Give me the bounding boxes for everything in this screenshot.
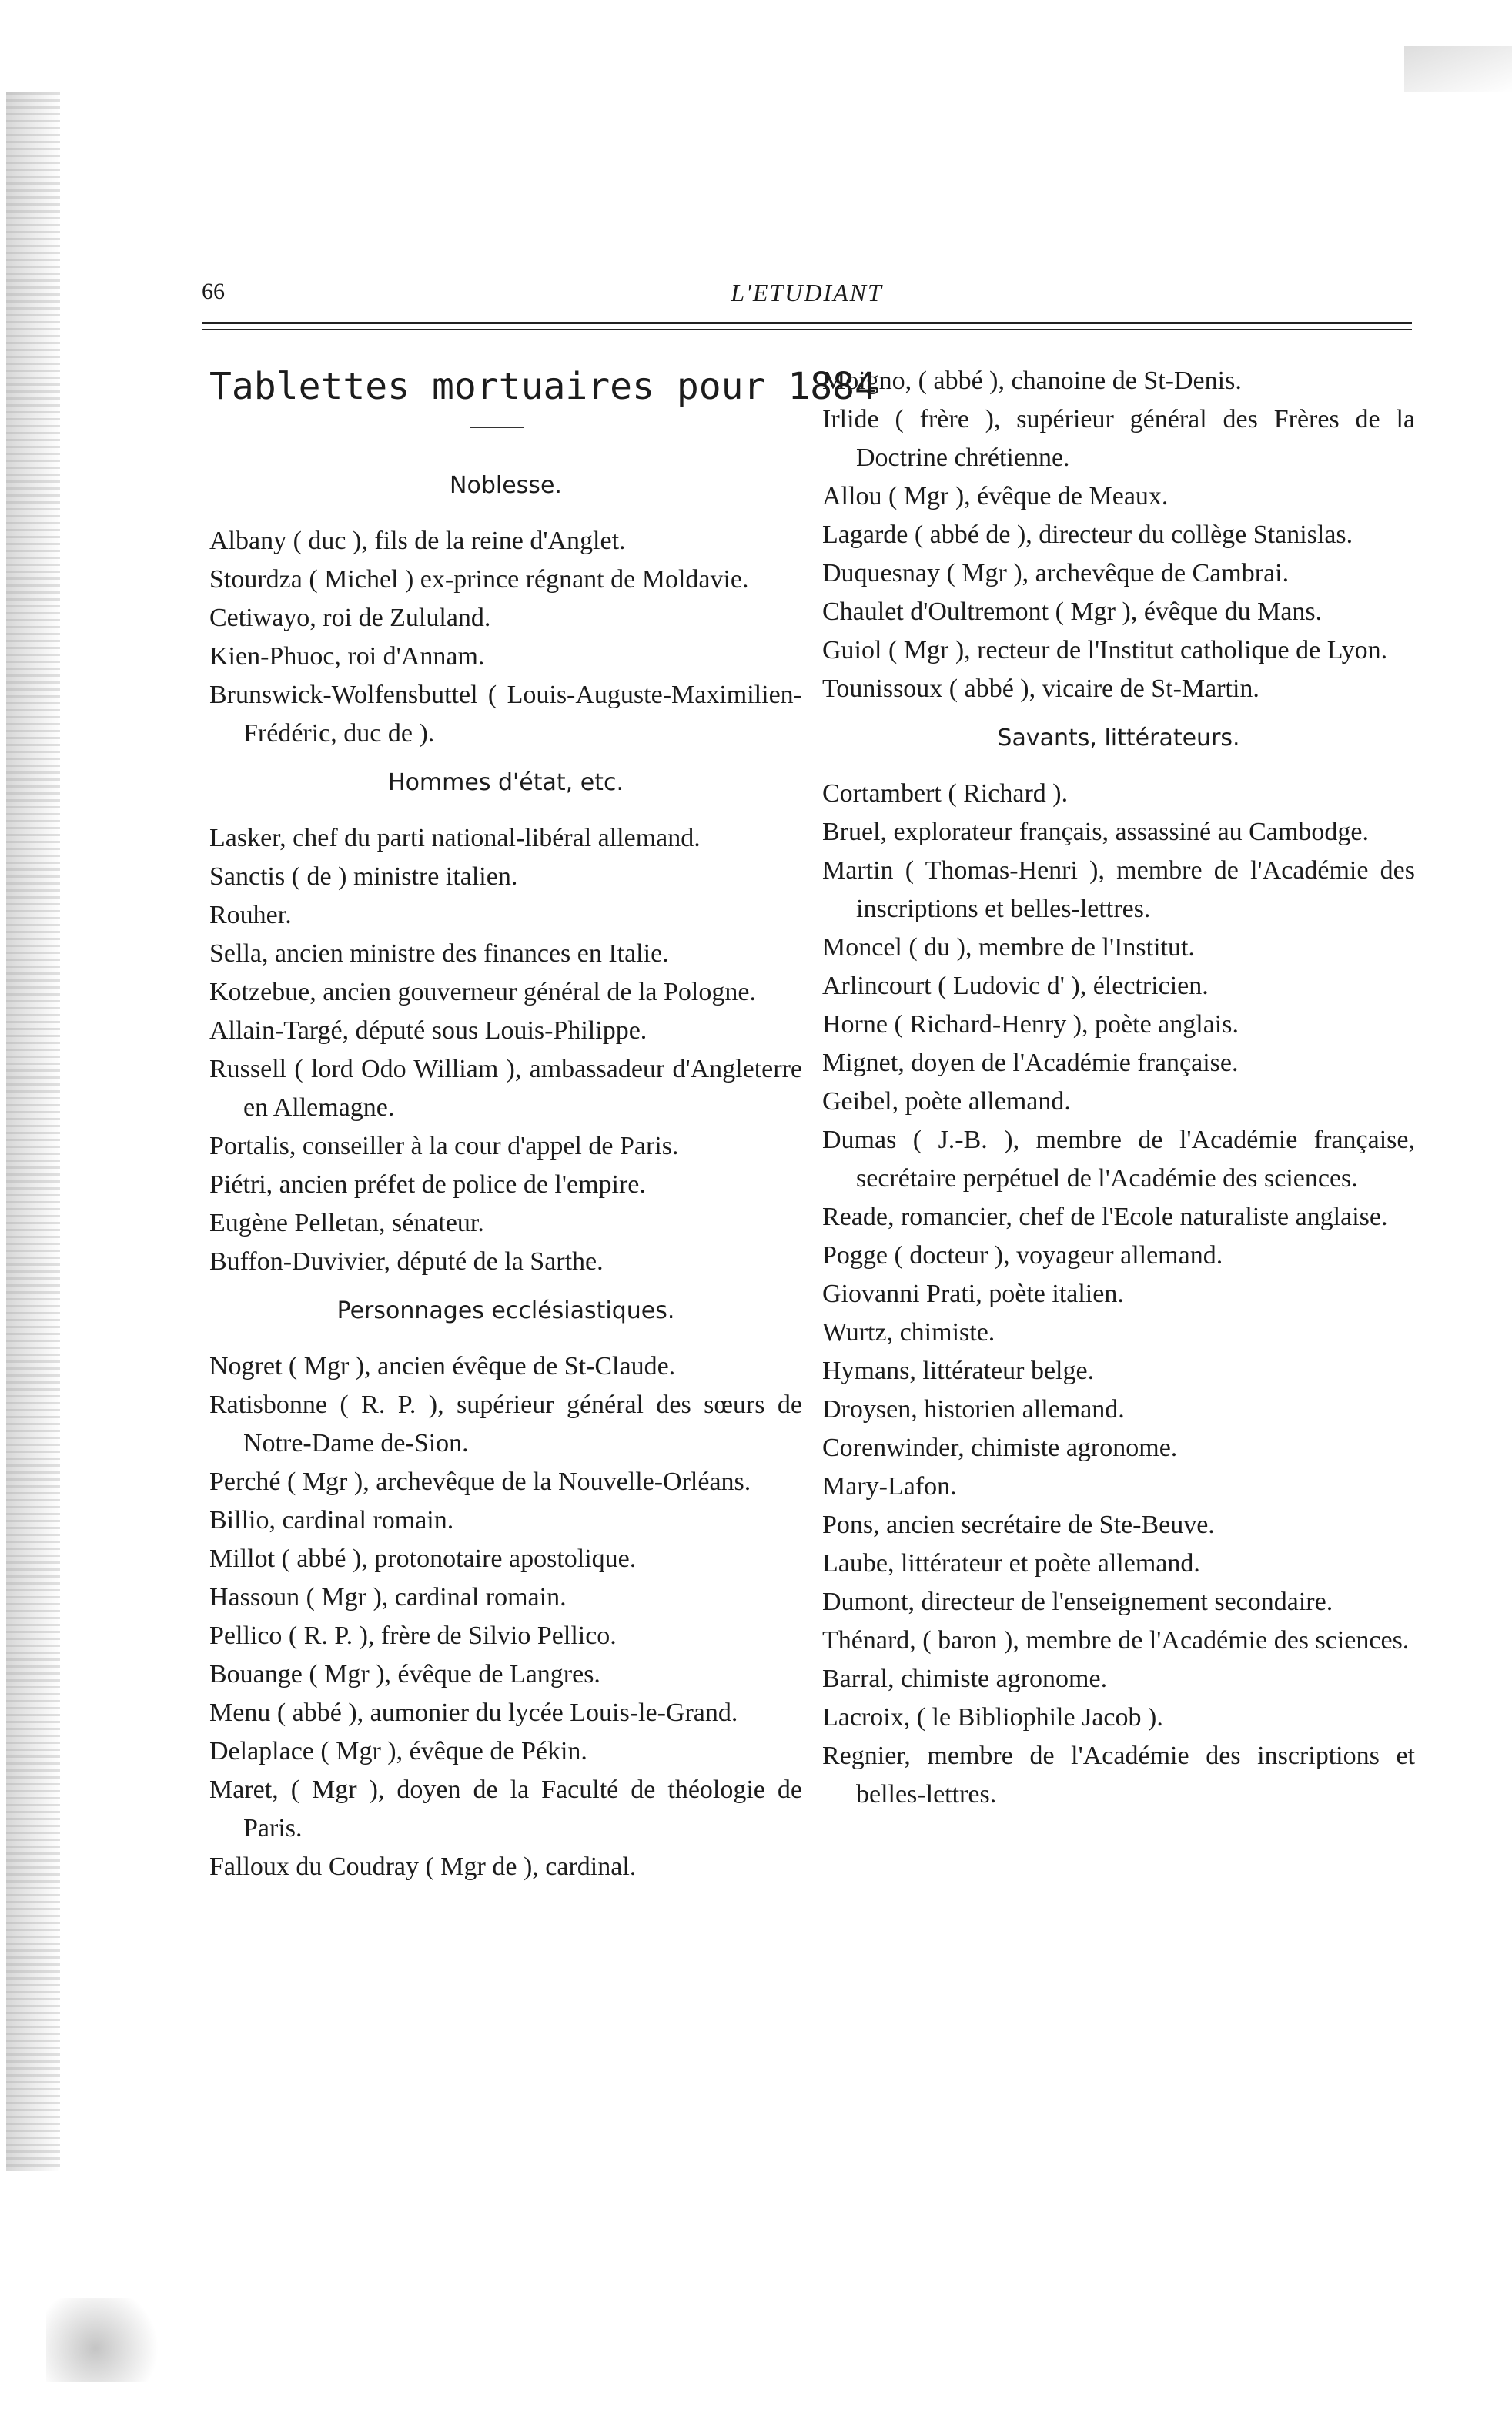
title-dash [470, 427, 524, 428]
list-item: Pellico ( R. P. ), frère de Silvio Pellico. [209, 1621, 617, 1650]
header-rule-top [202, 322, 1412, 324]
list-item: Stourdza ( Michel ) ex-prince régnant de Moldavie. [209, 565, 749, 594]
running-title: L'ETUDIANT [731, 279, 883, 306]
list-item: Russell ( lord Odo William ), ambassadeur d'Angleterre en Allemagne. [209, 1055, 802, 1122]
list-item: Sanctis ( de ) ministre italien. [209, 862, 518, 891]
list-item: Portalis, conseiller à la cour d'appel de Paris. [209, 1132, 679, 1160]
list-item: Albany ( duc ), fils de la reine d'Anglet. [209, 527, 626, 555]
list-item: Thénard, ( baron ), membre de l'Académie des sciences. [822, 1626, 1410, 1655]
list-item: Millot ( abbé ), protonotaire apostolique. [209, 1545, 637, 1573]
right-column [822, 362, 1415, 1814]
list-item: Regnier, membre de l'Académie des inscriptions et belles-lettres. [822, 1742, 1415, 1809]
list-item: Allain-Targé, député sous Louis-Philippe. [209, 1016, 647, 1045]
list-item: Billio, cardinal romain. [209, 1506, 454, 1534]
list-item: Delaplace ( Mgr ), évêque de Pékin. [209, 1737, 587, 1765]
section-heading-savants: Savants, littérateurs. [997, 725, 1240, 751]
list-item: Dumas ( J.-B. ), membre de l'Académie française, secrétaire perpétuel de l'Académie des sciences. [822, 1126, 1415, 1193]
list-item: Moncel ( du ), membre de l'Institut. [822, 933, 1195, 962]
section-heading-noblesse: Noblesse. [450, 472, 562, 499]
list-item: Bruel, explorateur français, assassiné au Cambodge. [822, 818, 1369, 846]
list-item: Horne ( Richard-Henry ), poète anglais. [822, 1010, 1239, 1039]
list-item: Laube, littérateur et poète allemand. [822, 1549, 1200, 1578]
list-item: Rouher. [209, 901, 292, 929]
list-item: Kien-Phuoc, roi d'Annam. [209, 642, 485, 671]
page-header [202, 279, 1412, 317]
article-title: Tablettes mortuaires pour 1884 [209, 365, 877, 408]
list-item: Barral, chimiste agronome. [822, 1665, 1108, 1693]
list-item: Duquesnay ( Mgr ), archevêque de Cambrai. [822, 559, 1290, 587]
list-item: Guiol ( Mgr ), recteur de l'Institut catholique de Lyon. [822, 636, 1388, 664]
list-item: Droysen, historien allemand. [822, 1395, 1125, 1424]
list-item: Geibel, poète allemand. [822, 1087, 1071, 1116]
scan-fold-bottom-left [46, 2298, 169, 2382]
list-item: Menu ( abbé ), aumonier du lycée Louis-le-Grand. [209, 1698, 738, 1727]
list-item: Maret, ( Mgr ), doyen de la Faculté de théologie de Paris. [209, 1775, 802, 1842]
list-item: Pons, ancien secrétaire de Ste-Beuve. [822, 1511, 1215, 1539]
list-item: Allou ( Mgr ), évêque de Meaux. [822, 482, 1169, 510]
list-item: Corenwinder, chimiste agronome. [822, 1434, 1178, 1462]
list-item: Brunswick-Wolfensbuttel ( Louis-Auguste-Maximilien-Frédéric, duc de ). [209, 681, 802, 748]
list-item: Eugène Pelletan, sénateur. [209, 1209, 484, 1237]
list-item: Lasker, chef du parti national-libéral allemand. [209, 824, 701, 852]
list-item: Dumont, directeur de l'enseignement secondaire. [822, 1588, 1333, 1616]
section-heading-ecclesiastiques: Personnages ecclésiastiques. [336, 1297, 675, 1324]
list-item: Pogge ( docteur ), voyageur allemand. [822, 1241, 1223, 1270]
list-item: Falloux du Coudray ( Mgr de ), cardinal. [209, 1852, 637, 1881]
list-item: Irlide ( frère ), supérieur général des Frères de la Doctrine chrétienne. [822, 405, 1415, 472]
list-item: Bouange ( Mgr ), évêque de Langres. [209, 1660, 600, 1688]
list-item: Cetiwayo, roi de Zululand. [209, 604, 491, 632]
list-item: Cortambert ( Richard ). [822, 779, 1069, 808]
list-item: Lagarde ( abbé de ), directeur du collège Stanislas. [822, 520, 1353, 549]
list-item: Piétri, ancien préfet de police de l'empire. [209, 1170, 646, 1199]
list-item: Chaulet d'Oultremont ( Mgr ), évêque du Mans. [822, 597, 1323, 626]
list-item: Lacroix, ( le Bibliophile Jacob ). [822, 1703, 1163, 1732]
scan-shadow-left [6, 92, 60, 2171]
list-item: Wurtz, chimiste. [822, 1318, 995, 1347]
section-heading-hommes-d-etat: Hommes d'état, etc. [388, 769, 624, 796]
list-item: Giovanni Prati, poète italien. [822, 1280, 1124, 1308]
list-item: Arlincourt ( Ludovic d' ), électricien. [822, 972, 1209, 1000]
list-item: Reade, romancier, chef de l'Ecole naturaliste anglaise. [822, 1203, 1388, 1231]
left-column [209, 362, 877, 1886]
page-number: 66 [202, 279, 225, 304]
list-item: Nogret ( Mgr ), ancien évêque de St-Claude. [209, 1352, 676, 1381]
list-item: Hymans, littérateur belge. [822, 1357, 1095, 1385]
list-item: Martin ( Thomas-Henri ), membre de l'Académie des inscriptions et belles-lettres. [822, 856, 1415, 923]
list-item: Perché ( Mgr ), archevêque de la Nouvelle-Orléans. [209, 1468, 751, 1496]
list-item: Kotzebue, ancien gouverneur général de la Pologne. [209, 978, 756, 1006]
list-item: Mary-Lafon. [822, 1472, 957, 1501]
header-rule-bottom [202, 329, 1412, 330]
list-item: Sella, ancien ministre des finances en Italie. [209, 939, 669, 968]
scan-fold-top-right [1404, 46, 1512, 92]
list-item: Moigno, ( abbé ), chanoine de St-Denis. [822, 366, 1242, 395]
list-item: Buffon-Duvivier, député de la Sarthe. [209, 1247, 604, 1276]
list-item: Tounissoux ( abbé ), vicaire de St-Martin. [822, 674, 1259, 703]
list-item: Mignet, doyen de l'Académie française. [822, 1049, 1239, 1077]
list-item: Hassoun ( Mgr ), cardinal romain. [209, 1583, 567, 1611]
list-item: Ratisbonne ( R. P. ), supérieur général des sœurs de Notre-Dame de-Sion. [209, 1391, 802, 1458]
